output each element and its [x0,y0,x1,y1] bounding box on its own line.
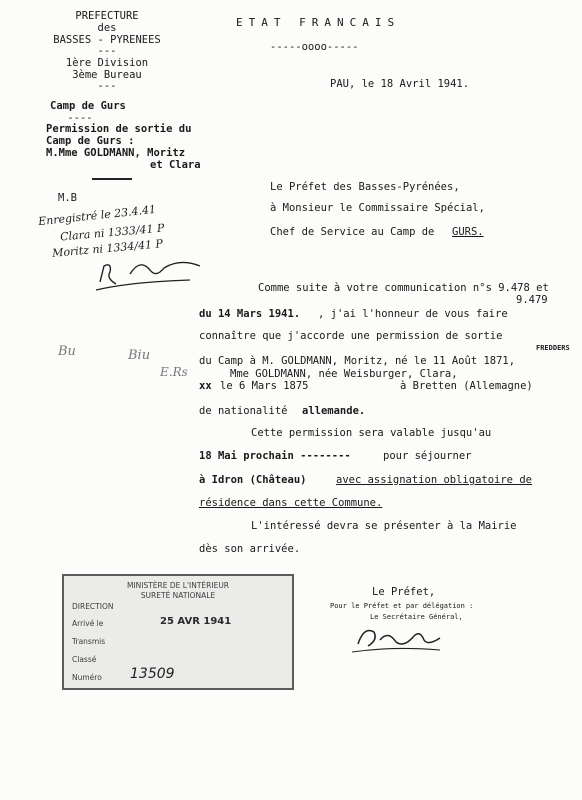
handwritten-annotation: FREDDERS [536,344,570,352]
handwritten-note-3: Moritz ni 1334/41 P [51,237,164,260]
body-line-8: Cette permission sera valable jusqu'au [251,427,492,439]
delegation-line-2: Le Secrétaire Général, [370,613,463,621]
body-line-10a: à Idron (Château) [199,474,307,486]
addressee-place: GURS. [452,226,484,238]
body-line-6b: à Bretten (Allemagne) [400,380,533,392]
body-line-1: Comme suite à votre communication n°s 9.478 et [258,282,549,294]
subject-line-2: Camp de Gurs : [46,135,135,147]
prefect-signature [344,616,464,658]
bleed-through-mark: Biu [128,348,151,363]
stamp-line-3: DIRECTION [72,602,114,611]
body-line-11: résidence dans cette Commune. [199,497,383,509]
place-date: PAU, le 18 Avril 1941. [330,78,470,90]
body-line-7b: allemande. [302,405,366,417]
prefecture-line-1: PREFECTURE [75,10,139,22]
body-line-2: , j'ai l'honneur de vous faire [318,308,508,320]
camp-title: Camp de Gurs [50,100,126,112]
bureau-line: 3ème Bureau [72,69,142,81]
handwritten-signature-mark [90,252,210,294]
subject-divider [92,178,132,180]
prefecture-line-2: des [97,22,117,34]
body-line-9b: pour séjourner [383,450,472,462]
stamp-line-7: Numéro [72,673,102,682]
mb-initials: M.B [58,192,77,204]
body-line-7a: de nationalité [199,405,288,417]
stamp-line-4: Arrivé le [72,619,104,628]
strike-mark: xx [199,380,212,392]
state-heading: ETAT FRANCAIS [236,16,401,29]
handwritten-note-1: Enregistré le 23.4.41 [37,202,157,229]
body-line-12: L'intéressé devra se présenter à la Mairie [251,520,517,532]
division-line: 1ère Division [65,57,149,69]
addressee-line-2: à Monsieur le Commissaire Spécial, [270,202,485,214]
bleed-through-mark: E.Rs [160,365,188,379]
signature-title: Le Préfet, [372,586,436,598]
separator: ---- [67,112,93,124]
body-line-9a: 18 Mai prochain -------- [199,450,351,462]
stamp-line-6: Classé [72,655,97,664]
prefecture-line-3: BASSES - PYRENEES [53,34,161,46]
body-line-13: dès son arrivée. [199,543,301,555]
header-rule: -----oooo----- [270,41,359,53]
body-line-3: connaître que j'accorde une permission de sortie [199,330,503,342]
body-date-ref: du 14 Mars 1941. [199,308,301,320]
bleed-through-mark: Bu [58,344,76,359]
stamp-line-2: SURETÉ NATIONALE [140,591,216,600]
addressee-line-3: Chef de Service au Camp de [270,226,435,238]
subject-line-4: et Clara [150,159,201,171]
stamp-line-5: Transmis [72,637,106,646]
separator: --- [97,45,117,57]
body-line-6a: le 6 Mars 1875 [220,380,309,392]
handwritten-note-2: Clara ni 1333/41 P [59,221,165,244]
addressee-line-1: Le Préfet des Basses-Pyrénées, [270,181,460,193]
stamp-numero-value: 13509 [130,666,175,682]
body-line-1b: 9.479 [516,294,548,306]
subject-line-1: Permission de sortie du [46,123,192,135]
delegation-line-1: Pour le Préfet et par délégation : [330,602,474,610]
separator: --- [97,80,117,92]
body-line-4: du Camp à M. GOLDMANN, Moritz, né le 11 Août 1871, [199,355,516,367]
body-line-5: Mme GOLDMANN, née Weisburger, Clara, [230,368,458,380]
received-stamp [62,574,294,690]
body-line-10b: avec assignation obligatoire de [336,474,532,486]
subject-line-3: M.Mme GOLDMANN, Moritz [46,147,186,159]
stamp-line-1: MINISTÈRE DE L'INTÉRIEUR [126,581,230,590]
stamp-date: 25 AVR 1941 [160,616,232,627]
